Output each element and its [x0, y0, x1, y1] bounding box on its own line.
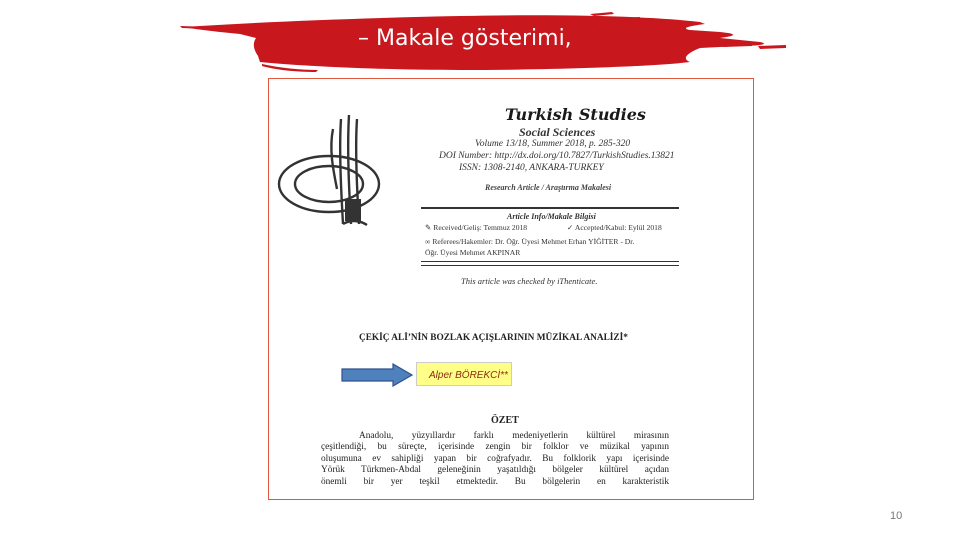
- author-name: Alper BÖREKCİ**: [429, 370, 508, 381]
- checkmark-icon: ✓: [567, 223, 574, 232]
- article-title: ÇEKİÇ ALİ’NİN BOZLAK AÇIŞLARININ MÜZİKAL ANALİZİ*: [359, 333, 628, 343]
- abstract-line: çeşitlendiği, bu süreçte, içerisinde zengin bir folklor ve müzikal yapının: [321, 442, 669, 453]
- accepted-text: Accepted/Kabul: Eylül 2018: [574, 223, 662, 232]
- journal-issn: ISSN: 1308-2140, ANKARA-TURKEY: [459, 163, 604, 173]
- journal-volume: Volume 13/18, Summer 2018, p. 285-320: [475, 139, 631, 149]
- info-top-rule: [421, 207, 679, 209]
- ithenticate-note: This article was checked by iThenticate.: [461, 276, 598, 286]
- journal-subtitle: Social Sciences: [519, 125, 596, 139]
- abstract-heading: ÖZET: [491, 415, 519, 426]
- referees-row-2: Öğr. Üyesi Mehmet AKPINAR: [425, 248, 521, 257]
- referees-row: [425, 237, 634, 246]
- referees-text: Referees/Hakemler: Dr. Öğr. Üyesi Mehmet Erhan YİĞİTER - Dr.: [432, 237, 635, 246]
- accepted-row: [567, 223, 662, 232]
- received-row: [425, 223, 527, 232]
- article-type: Research Article / Araştırma Makalesi: [485, 183, 612, 192]
- abstract-line: oluşumuna ev sahipliği yapan bir coğrafyadır. Bu folklorik yapı içerisinde: [321, 453, 669, 464]
- abstract-line: önemli bir yer teşkil etmektedir. Bu bölgelerin en karakteristik: [321, 476, 669, 487]
- glasses-icon: ∞: [425, 237, 431, 246]
- pencil-icon: ✎: [425, 223, 432, 232]
- slide-title: – Makale gösterimi,: [358, 26, 572, 51]
- tughra-logo: [271, 99, 411, 234]
- article-screenshot: [268, 78, 754, 500]
- abstract-line: Yörük Türkmen-Abdal geleneğinin yaşatıldığı bölgeler kültürel açıdan: [321, 465, 669, 476]
- info-bottom-rule: [421, 261, 679, 266]
- abstract-text: [321, 431, 669, 488]
- journal-name: Turkish Studies: [505, 105, 646, 124]
- article-info-box: [421, 207, 679, 265]
- right-arrow-icon: [341, 363, 413, 387]
- page-number: 10: [890, 510, 903, 522]
- journal-doi: DOI Number: http://dx.doi.org/10.7827/TurkishStudies.13821: [439, 151, 675, 161]
- abstract-line: Anadolu, yüzyıllardır farklı medeniyetlerin kültürel mirasının: [359, 431, 669, 441]
- article-info-title: Article Info/Makale Bilgisi: [507, 212, 596, 221]
- received-text: Received/Geliş: Temmuz 2018: [433, 223, 528, 232]
